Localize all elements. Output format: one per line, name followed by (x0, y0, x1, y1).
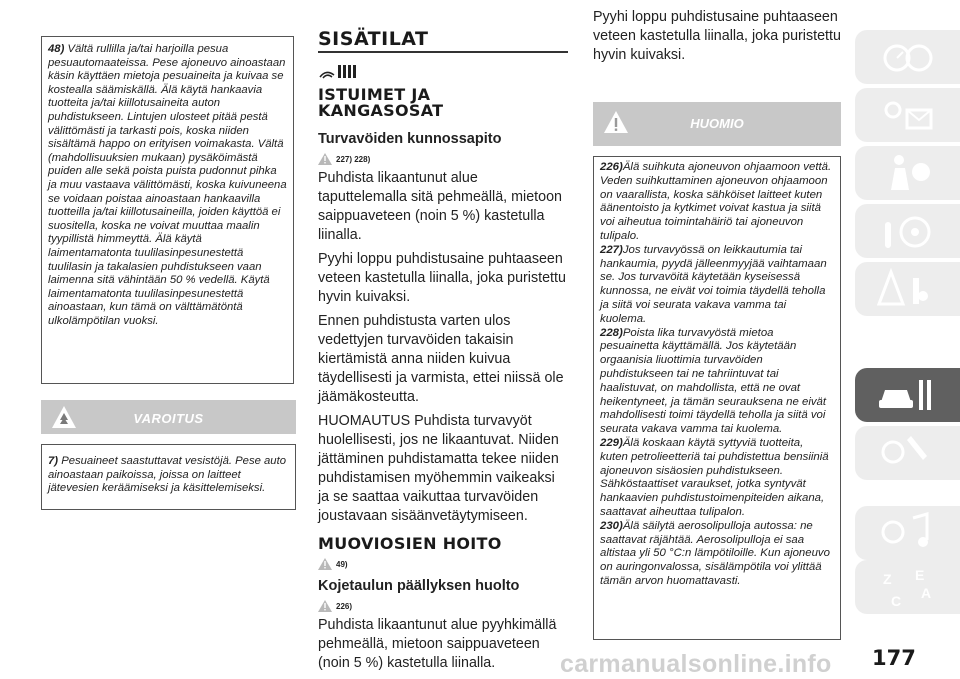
lights-warning-icon (877, 92, 937, 138)
reference-numbers: 226) (336, 601, 353, 611)
heading-plastic-care: MUOVIOSIEN HOITO (318, 534, 502, 553)
note-number: 228) (600, 326, 623, 339)
heading-seatbelt-care: Turvavöiden kunnossapito (318, 131, 502, 147)
caution-note (600, 520, 834, 589)
paragraph: Puhdista likaantunut alue pyyhkimällä pehmeällä, mietoon saippuaveteen (noin 5 %) kastetulla liinalla. (318, 617, 557, 671)
tab-emergency[interactable] (855, 262, 960, 316)
seatbelt-airbag-icon (877, 150, 937, 196)
svg-text:E: E (915, 567, 925, 583)
warning-box (41, 444, 296, 510)
tab-starting-driving[interactable] (855, 204, 960, 258)
specs-icon (877, 430, 937, 476)
note-number: 227) (600, 243, 623, 256)
car-wrench-icon (877, 372, 937, 418)
caution-note (600, 161, 834, 244)
dashboard-icon (877, 34, 937, 80)
caution-box (593, 156, 841, 640)
caution-title: HUOMIO (690, 116, 744, 131)
watermark: carmanualsonline.info (560, 650, 832, 678)
heading-seats: ISTUIMET JA KANGASOSAT (318, 85, 444, 120)
paragraph: Pyyhi loppu puhdistusaine puhtaaseen veteen kastetulla liinalla, joka puristettu hyvin kuivaksi. (318, 251, 566, 305)
tab-dashboard[interactable] (855, 30, 960, 84)
caution-triangle-icon (318, 600, 332, 612)
tab-maintenance[interactable] (855, 368, 960, 422)
section-divider (318, 51, 568, 53)
svg-text:C: C (891, 593, 902, 609)
tab-lights-warnings[interactable] (855, 88, 960, 142)
warning-title: VAROITUS (133, 411, 204, 426)
caution-header (593, 102, 841, 146)
multimedia-icon (877, 510, 937, 556)
caution-note (600, 327, 834, 437)
reference-row (318, 600, 568, 612)
reference-numbers: 49) (336, 559, 348, 569)
main-column (318, 28, 568, 673)
note-text: Älä suihkuta ajoneuvon ohjaamoon vettä. Veden suihkuttaminen ajoneuvon ohjaamoon on vaarallista, koska sähköiset laitteet kuten äänentoisto ja kytkimet voivat kastua ja siitä voi aiheutua toimintahäiriö tai ajoneuvon tulipalo. (600, 161, 832, 242)
tab-specifications[interactable] (855, 426, 960, 480)
note-number: 226) (600, 161, 623, 173)
tab-index[interactable] (855, 560, 960, 614)
note-text: Jos turvavyössä on leikkautumia tai hankaumia, pyydä jälleenmyyjää vaihtamaan se. Jos turvavöitä käytetään kyseisessä kunnossa, ne eivät voi toimia täydellä teholla ja siitä voi seurata vakava vamma tai kuolema. (600, 243, 827, 325)
warning-header (41, 400, 296, 434)
right-column (593, 8, 841, 65)
paragraph: Puhdista likaantunut alue taputtelemalla sitä pehmeällä, mietoon saippuaveteen (noin 5 %) kastetulla liinalla. (318, 170, 562, 243)
reference-row (318, 558, 568, 570)
note-text: Älä koskaan käytä syttyviä tuotteita, kuten petrolieetteriä tai puhdistettua bensiiniä ajoneuvon sisäosien puhdistukseen. Sähköstaattiset varaukset, jotka syntyvät hankaavien puhdistustoimenpiteiden aikana, saattavat aiheuttaa tulipalon. (600, 436, 829, 518)
reference-numbers: 227) 228) (336, 154, 371, 164)
tab-safety[interactable] (855, 146, 960, 200)
reference-row (318, 153, 568, 165)
steering-wheel-icon (877, 208, 937, 254)
caution-note (600, 437, 834, 520)
tab-multimedia[interactable] (855, 506, 960, 560)
heading-dashboard-care: Kojetaulun päällyksen huolto (318, 578, 520, 594)
note-number: 230) (600, 519, 623, 532)
wifi-car-icon (318, 61, 358, 81)
note-text: Älä säilytä aerosolipulloja autossa: ne saattavat räjähtää. Aerosolipulloja ei saa altistaa yli 50 °C:n lämpötiloille. Kun ajoneuvo on auringonvalossa, sisälämpötila voi ylittää tämän arvon huomattavasti. (600, 519, 830, 587)
caution-note (600, 244, 834, 327)
svg-text:A: A (921, 585, 932, 601)
caution-triangle-icon (318, 558, 332, 570)
note-number: 229) (600, 436, 623, 449)
warning-number: 7) (48, 455, 59, 467)
note-number: 48) (48, 43, 65, 55)
note-text: Vältä rullilla ja/tai harjoilla pesua pesuautomaateissa. Pese ajoneuvo ainoastaan käsin käyttäen mietoja pesuaineita ja kuivaa se kostealla säämiskällä. Älä käytä hankaavia tuotteita ja/tai kiillotusaineita auton puhdistukseen. Lintujen ulosteet pitää pestä välittömästi ja tarkasti pois, koska niiden sisältämä happo on erityisen voimakasta. Vältä (mahdollisuuksien mukaan) pysäköimästä puiden alle sekä poista puista pudonnut pihka ja muu vastaava välittömästi, koska kuivuneena se voidaan poistaa ainoastaan hankaavilla tuotteilla ja/tai kiillotusaineilla, joiden käyttöä ei suositella, koska ne voivat muuttaa maalin tyypillistä himmeyttä. Älä käytä laimentamatonta tuulilasinpesunestettä tuulilasin ja takalasien puhdistukseen vaan laimenna sitä vähintään 50 % vedellä. Käytä laimentamatonta tuulilasinpesunestettä ainoastaan, kun tämä on välttämätöntä ulkolämpötilan vuoksi. (48, 43, 287, 327)
section-title: SISÄTILAT (318, 28, 429, 50)
paragraph: Ennen puhdistusta varten ulos vedettyjen turvavöiden takaisin kiertämistä anna niiden kuivua täydellisesti ja varmista, ettei niissä ole jäämäkosteutta. (318, 313, 564, 405)
caution-triangle-icon (318, 153, 332, 165)
note-text: Poista lika turvavyöstä mietoa pesuainetta käyttämällä. Jos käytetään orgaanisia liuottimia turvavöiden puhdistukseen tai ne tahriintuvat tai haalistuvat, on mahdollista, että ne ovat heikentyneet, ja tämän seurauksena ne eivät mahdollisesti toimi täydellä teholla ja siitä voi seurata vakava vamma tai kuolema. (600, 326, 827, 436)
svg-text:Z: Z (883, 571, 892, 587)
paragraph: Pyyhi loppu puhdistusaine puhtaaseen veteen kastetulla liinalla, joka puristettu hyvin kuivaksi. (593, 9, 841, 63)
page-number: 177 (872, 646, 916, 670)
warning-text: Pesuaineet saastuttavat vesistöjä. Pese auto ainoastaan paikoissa, joissa on laitteet jätevesien keräämiseksi ja käsittelemiseksi. (48, 455, 287, 495)
warning-triangle-icon (877, 266, 937, 312)
paragraph: HUOMAUTUS Puhdista turvavyöt huolellisesti, jos ne likaantuvat. Niiden jättäminen puhdistamatta tekee niiden puhdistamisen myöhemmin vaikeaksi ja se saattaa vaikuttaa turvavöiden joustavaan sisäänvetäytymiseen. (318, 413, 559, 524)
note-48-box (41, 36, 294, 384)
index-icon (877, 564, 937, 610)
